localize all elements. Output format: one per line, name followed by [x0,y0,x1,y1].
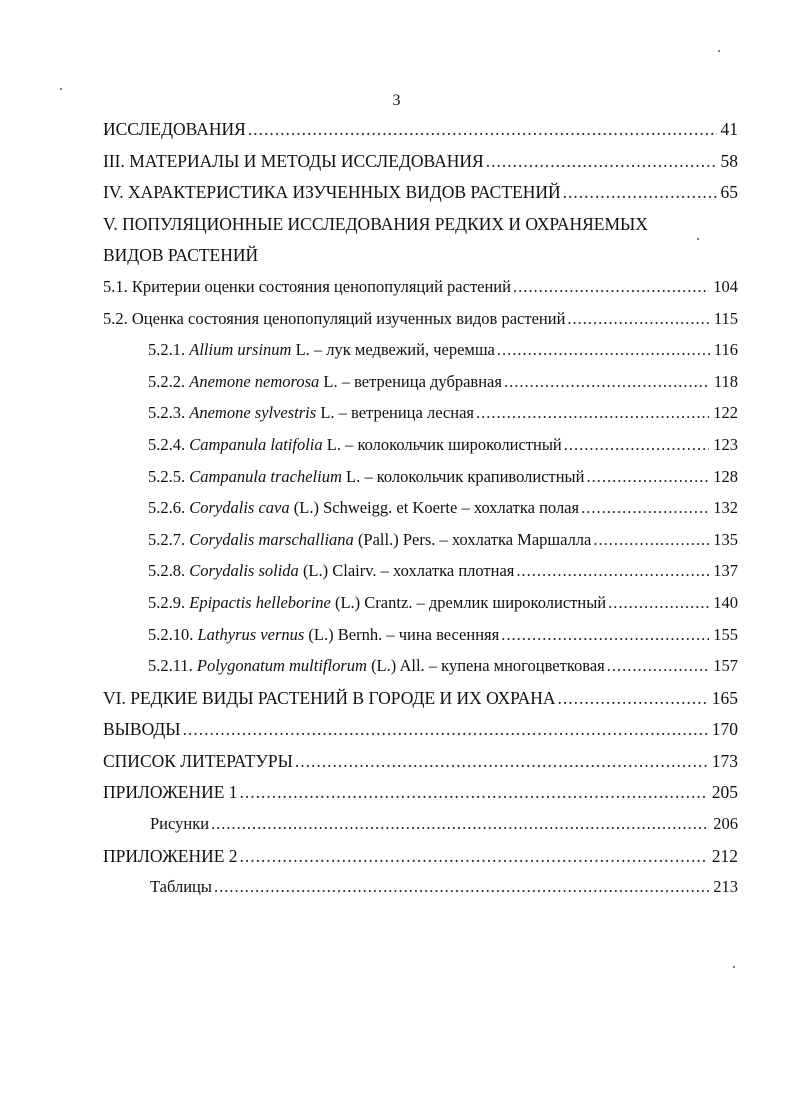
latin-name: Anemone nemorosa [189,371,320,391]
dot-leader [240,846,708,867]
common-name: L. – ветреница дубравная [319,371,502,391]
toc-entry-title: ПРИЛОЖЕНИЕ 2 [103,845,238,866]
toc-entry-page: 206 [713,814,738,834]
toc-entry-literatura [103,751,738,783]
toc-entry-page: 173 [711,750,738,771]
toc-entry-section-5-2-1 [103,340,738,372]
scan-speck [718,50,720,52]
toc-entry-title [148,372,502,392]
toc-entry-section-5-2-4 [103,435,738,467]
toc-entry-page: 104 [713,276,738,296]
dot-leader [607,656,710,676]
toc-entry-section-5-2-6 [103,498,738,530]
toc-entry-section-6 [103,688,738,720]
section-number: 5.2.11. [148,656,193,676]
toc-entry-vyvody [103,719,738,751]
toc-entry-title [148,467,584,487]
dot-leader [476,403,709,423]
dot-leader [183,719,708,740]
section-number: 5.2.6. [148,498,186,518]
toc-entry-title [148,403,474,423]
toc-entry-section-5-2-7 [103,530,738,562]
toc-entry-page: 116 [713,340,738,360]
toc-entry-section-5-2-10 [103,625,738,657]
common-name: (L.) All. – купена многоцветковая [366,656,605,676]
dot-leader [567,309,709,329]
toc-entry-section-5-2-5 [103,467,738,499]
toc-entry-title [148,561,514,581]
toc-entry-page: 115 [713,308,738,328]
latin-name: Corydalis cava [189,498,290,518]
toc-entry-title: 5.2. Оценка состояния ценопопуляций изученных видов растений [103,308,566,328]
toc-entry-section-5-2-3 [103,403,738,435]
toc-entry-page: 205 [711,782,738,803]
toc-entry-page: 65 [720,182,738,203]
toc-entry-title [148,625,499,645]
dot-leader [504,372,710,392]
toc-entry-page: 157 [713,656,738,676]
latin-name: Corydalis marschalliana [189,529,354,549]
common-name: (Pall.) Pers. – хохлатка Маршалла [353,529,592,549]
common-name: (L.) Bernh. – чина весенняя [304,624,500,644]
dot-leader [513,277,709,297]
toc-entry-section-4 [103,182,738,214]
toc-entry-title: ПРИЛОЖЕНИЕ 1 [103,782,238,803]
toc-entry-page: 132 [713,498,738,518]
toc-entry-page: 212 [711,845,738,866]
dot-leader [581,498,709,518]
section-number: 5.2.9. [148,592,186,612]
toc-entry-risunki [103,814,738,846]
toc-entry-title: 5.1. Критерии оценки состояния ценопопуляций растений [103,276,511,296]
common-name: (L.) Schweigg. et Koerte – хохлатка полая [289,498,580,518]
dot-leader [497,340,710,360]
scan-speck [733,966,735,968]
toc-entry-title: Рисунки [150,814,210,834]
section-number: 5.2.10. [148,624,194,644]
toc-entry-title: Таблицы [150,877,212,897]
toc-entry-title: III. МАТЕРИАЛЫ И МЕТОДЫ ИССЛЕДОВАНИЯ [103,150,484,171]
toc-entry-tablitsy [103,877,738,909]
toc-entry-title-line-1: V. ПОПУЛЯЦИОННЫЕ ИССЛЕДОВАНИЯ РЕДКИХ И ОХРАНЯЕМЫХ [103,213,648,234]
section-number: 5.2.5. [148,466,186,486]
latin-name: Campanula trachelium [189,466,342,486]
toc-entry-section-5-2-2 [103,372,738,404]
toc-entry-title [148,498,579,518]
latin-name: Lathyrus vernus [197,624,305,644]
toc-entry-prilozhenie-1 [103,782,738,814]
section-number: 5.2.7. [148,529,186,549]
page-number: 3 [392,92,401,109]
toc-entry-title [148,435,562,455]
common-name: L. – колокольчик широколистный [322,434,562,454]
section-number: 5.2.3. [148,403,186,423]
dot-leader [516,561,709,581]
dot-leader [608,593,709,613]
dot-leader [558,688,708,709]
toc-entry-issledovaniya [103,119,738,151]
section-number: 5.2.8. [148,561,186,581]
latin-name: Corydalis solida [189,561,299,581]
toc-entry-section-5-2-9 [103,593,738,625]
toc-entry-title: VI. РЕДКИЕ ВИДЫ РАСТЕНИЙ В ГОРОДЕ И ИХ ОХРАНА [103,687,556,708]
toc-entry-title [148,340,495,360]
common-name: L. – колокольчик крапиволистный [341,466,585,486]
toc-entry-title [148,593,606,613]
scan-speck [697,238,699,240]
toc-entry-section-5-2-8 [103,561,738,593]
latin-name: Anemone sylvestris [189,403,317,423]
toc-entry-page: 155 [713,624,738,644]
toc-entry-title: СПИСОК ЛИТЕРАТУРЫ [103,750,293,771]
dot-leader [486,151,717,172]
toc-entry-title: IV. ХАРАКТЕРИСТИКА ИЗУЧЕННЫХ ВИДОВ РАСТЕНИЙ [103,182,561,203]
latin-name: Polygonatum multiflorum [196,656,367,676]
section-number: 5.2.1. [148,340,186,360]
dot-leader [248,119,717,140]
toc-entry-title: ВЫВОДЫ [103,719,181,740]
toc-entry-page: 170 [711,719,738,740]
toc-entry-title [148,656,605,676]
toc-entry-page: 135 [713,529,738,549]
dot-leader [501,625,709,645]
latin-name: Campanula latifolia [189,434,323,454]
toc-entry-section-5 [103,214,738,277]
toc-entry-page: 137 [713,561,738,581]
toc-entry-page: 41 [720,119,738,139]
toc-entry-section-5-1 [103,277,738,309]
toc-entry-section-3 [103,151,738,183]
section-number: 5.2.4. [148,434,186,454]
dot-leader [593,530,709,550]
toc-entry-title [148,530,591,550]
dot-leader [240,782,708,803]
common-name: L. – лук медвежий, черемша [291,340,495,360]
dot-leader [211,814,709,834]
toc-entry-section-5-2-11 [103,656,738,688]
toc-entry-page: 122 [713,403,738,423]
table-of-contents [103,119,738,909]
toc-entry-section-5-2 [103,309,738,341]
common-name: (L.) Crantz. – дремлик широколистный [330,592,607,612]
dot-leader [214,877,709,897]
toc-entry-prilozhenie-2 [103,846,738,878]
toc-entry-page: 128 [713,466,738,486]
common-name: (L.) Clairv. – хохлатка плотная [298,561,515,581]
toc-entry-title-line-2: ВИДОВ РАСТЕНИЙ [103,245,259,266]
toc-entry-page: 165 [711,687,738,708]
toc-entry-page: 58 [720,150,738,171]
toc-entry-page: 140 [713,592,738,612]
common-name: L. – ветреница лесная [316,403,474,423]
section-number: 5.2.2. [148,371,186,391]
latin-name: Allium ursinum [189,340,292,360]
toc-entry-page: 123 [713,434,738,454]
toc-entry-page: 213 [713,877,738,897]
scan-speck [60,88,62,90]
dot-leader [563,182,717,203]
latin-name: Epipactis helleborine [189,592,331,612]
toc-entry-title: ИССЛЕДОВАНИЯ [103,119,246,139]
dot-leader [295,751,708,772]
dot-leader [564,435,710,455]
toc-entry-page: 118 [713,371,738,391]
dot-leader [586,467,709,487]
